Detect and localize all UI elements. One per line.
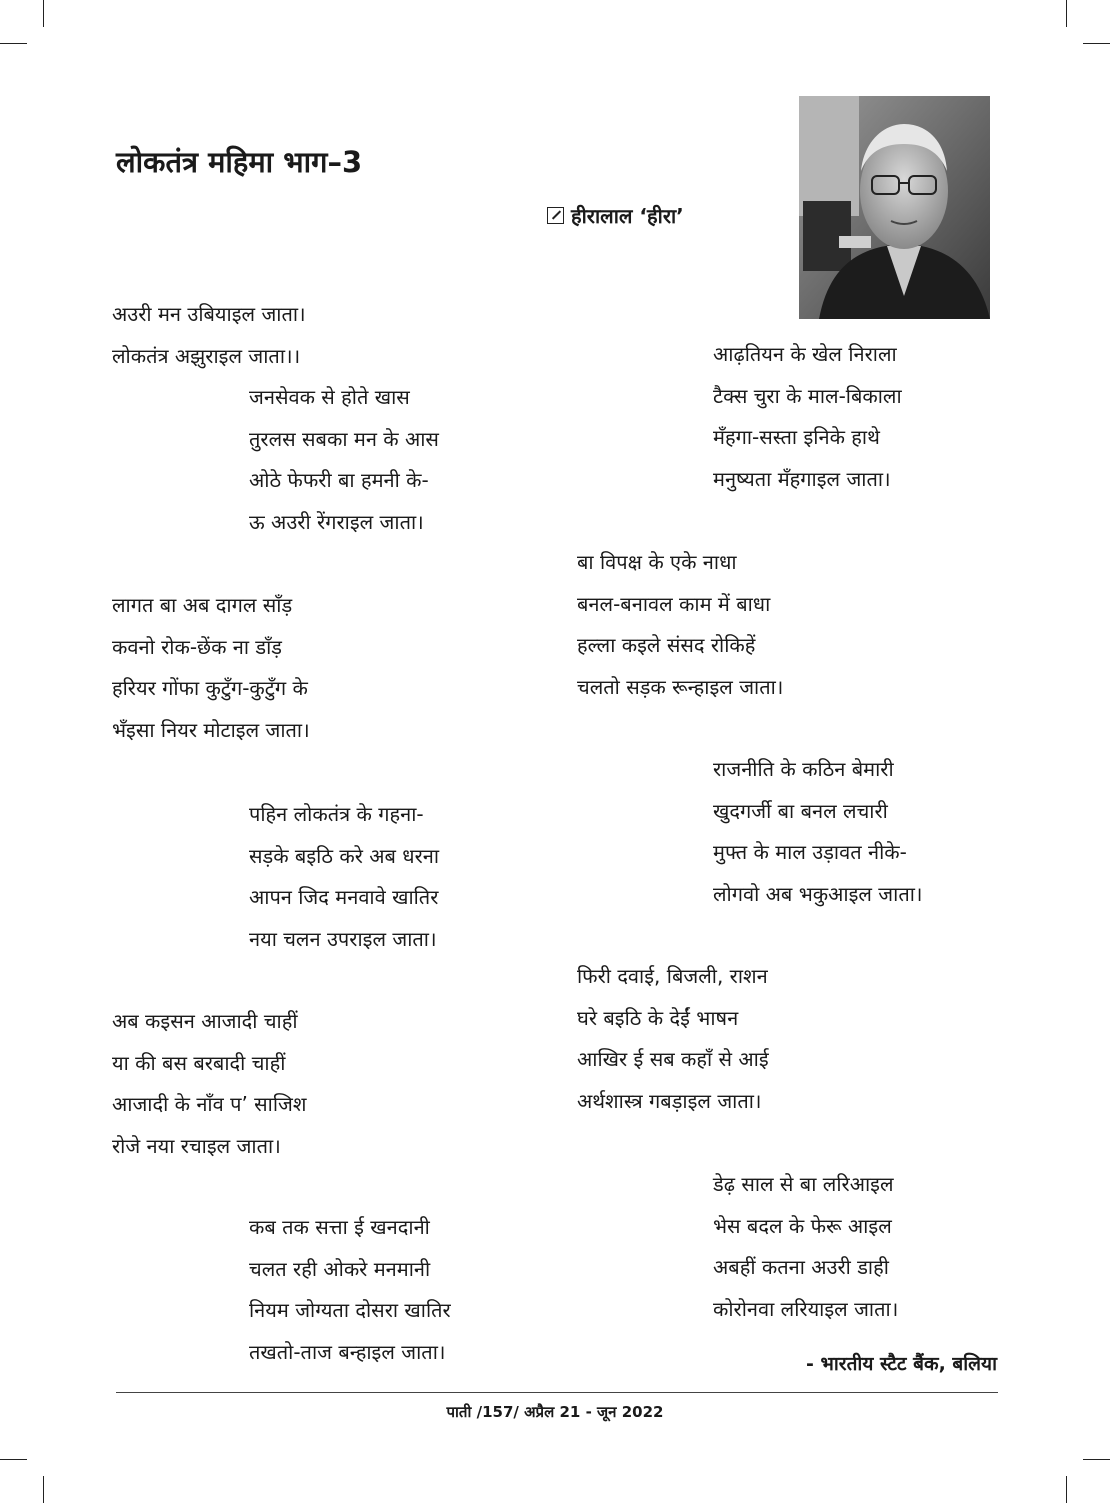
poem-line: ओठे फेफरी बा हमनी के-: [249, 468, 429, 492]
stanza-7: [713, 334, 902, 500]
poem-line: मुफ्त के माल उड़ावत नीके-: [713, 840, 907, 864]
poem-line: लोगवो अब भकुआइल जाता।: [713, 881, 923, 906]
page-footer: पाती /157/ अप्रैल 21 - जून 2022: [446, 1403, 664, 1421]
poem-line: या की बस बरबादी चाहीं: [112, 1050, 286, 1075]
poem-line: कब तक सत्ता ई खनदानी: [249, 1215, 430, 1239]
stanza-1: [112, 294, 306, 377]
poem-line: तुरलस सबका मन के आस: [249, 426, 439, 451]
poem-line: चलतो सड़क रून्हाइल जाता।: [577, 674, 784, 699]
pen-icon: [547, 207, 564, 224]
author-name: हीरालाल ‘हीरा’: [571, 204, 684, 228]
stanza-3: [112, 585, 310, 751]
poem-line: नियम जोग्यता दोसरा खातिर: [249, 1298, 451, 1322]
poem-line: भेस बदल के फेरू आइल: [713, 1213, 892, 1238]
poem-line: अबहीं कतना अउरी डाही: [713, 1255, 889, 1279]
crop-mark: [1066, 1476, 1067, 1503]
author-byline: [547, 202, 684, 229]
crop-mark: [1066, 0, 1067, 27]
poem-line: मनुष्यता मँहगाइल जाता।: [713, 466, 891, 491]
stanza-11: [713, 1164, 898, 1330]
poem-line: लागत बा अब दागल साँड़: [112, 593, 293, 617]
poem-line: अब कइसन आजादी चाहीं: [112, 1009, 298, 1033]
stanza-9: [713, 749, 923, 915]
poem-line: बा विपक्ष के एके नाधा: [577, 550, 737, 574]
author-affiliation: - भारतीय स्टैट बैंक, बलिया: [806, 1353, 997, 1375]
poem-line: चलत रही ओकरे मनमानी: [249, 1256, 431, 1281]
poem-line: कवनो रोक-छेंक ना डाँड़: [112, 634, 283, 659]
stanza-10: [577, 956, 769, 1122]
crop-mark: [1083, 1459, 1110, 1460]
crop-mark: [43, 0, 44, 27]
poem-line: ऊ अउरी रेंगराइल जाता।: [249, 509, 424, 534]
poem-line: रोजे नया रचाइल जाता।: [112, 1133, 281, 1158]
poem-line: राजनीति के कठिन बेमारी: [713, 757, 894, 781]
poem-line: टैक्स चुरा के माल-बिकाला: [713, 383, 902, 408]
stanza-6: [249, 1207, 451, 1373]
poem-line: लोकतंत्र अझुराइल जाता।।: [112, 343, 301, 368]
poem-line: सड़के बइठि करे अब धरना: [249, 843, 440, 868]
poem-line: अर्थशास्त्र गबड़ाइल जाता।: [577, 1088, 762, 1113]
poem-line: घरे बइठि के देईं भाषन: [577, 1005, 739, 1030]
crop-mark: [0, 1459, 27, 1460]
crop-mark: [1083, 43, 1110, 44]
poem-title: लोकतंत्र महिमा भाग–3: [116, 145, 363, 179]
poem-line: फिरी दवाई, बिजली, राशन: [577, 964, 768, 988]
author-photo: [799, 96, 990, 319]
poem-line: डेढ़ साल से बा लरिआइल: [713, 1172, 894, 1196]
poem-line: हरियर गोंफा कुटुँग-कुटुँग के: [112, 676, 308, 700]
poem-line: आढ़तियन के खेल निराला: [713, 342, 897, 366]
crop-mark: [0, 43, 27, 44]
poem-line: हल्ला कइले संसद रोकिहें: [577, 633, 756, 657]
poem-line: भँइसा नियर मोटाइल जाता।: [112, 717, 310, 742]
poem-line: मँहगा-सस्ता इनिके हाथे: [713, 425, 880, 449]
poem-line: आखिर ई सब कहाँ से आई: [577, 1047, 769, 1071]
footer-rule: [116, 1392, 998, 1393]
stanza-2: [249, 377, 439, 543]
stanza-8: [577, 542, 783, 708]
poem-line: आपन जिद मनवावे खातिर: [249, 885, 439, 909]
poem-line: पहिन लोकतंत्र के गहना-: [249, 802, 424, 826]
poem-line: खुदगर्जी बा बनल लचारी: [713, 798, 888, 823]
poem-line: अउरी मन उबियाइल जाता।: [112, 302, 306, 326]
crop-mark: [43, 1476, 44, 1503]
poem-line: तखतो-ताज बन्हाइल जाता।: [249, 1339, 446, 1364]
poem-line: बनल-बनावल काम में बाधा: [577, 591, 771, 616]
poem-line: जनसेवक से होते खास: [249, 385, 410, 409]
poem-line: कोरोनवा लरियाइल जाता।: [713, 1296, 899, 1321]
poem-line: नया चलन उपराइल जाता।: [249, 926, 437, 951]
stanza-4: [249, 794, 439, 960]
stanza-5: [112, 1001, 307, 1167]
poem-line: आजादी के नाँव प’ साजिश: [112, 1092, 307, 1116]
